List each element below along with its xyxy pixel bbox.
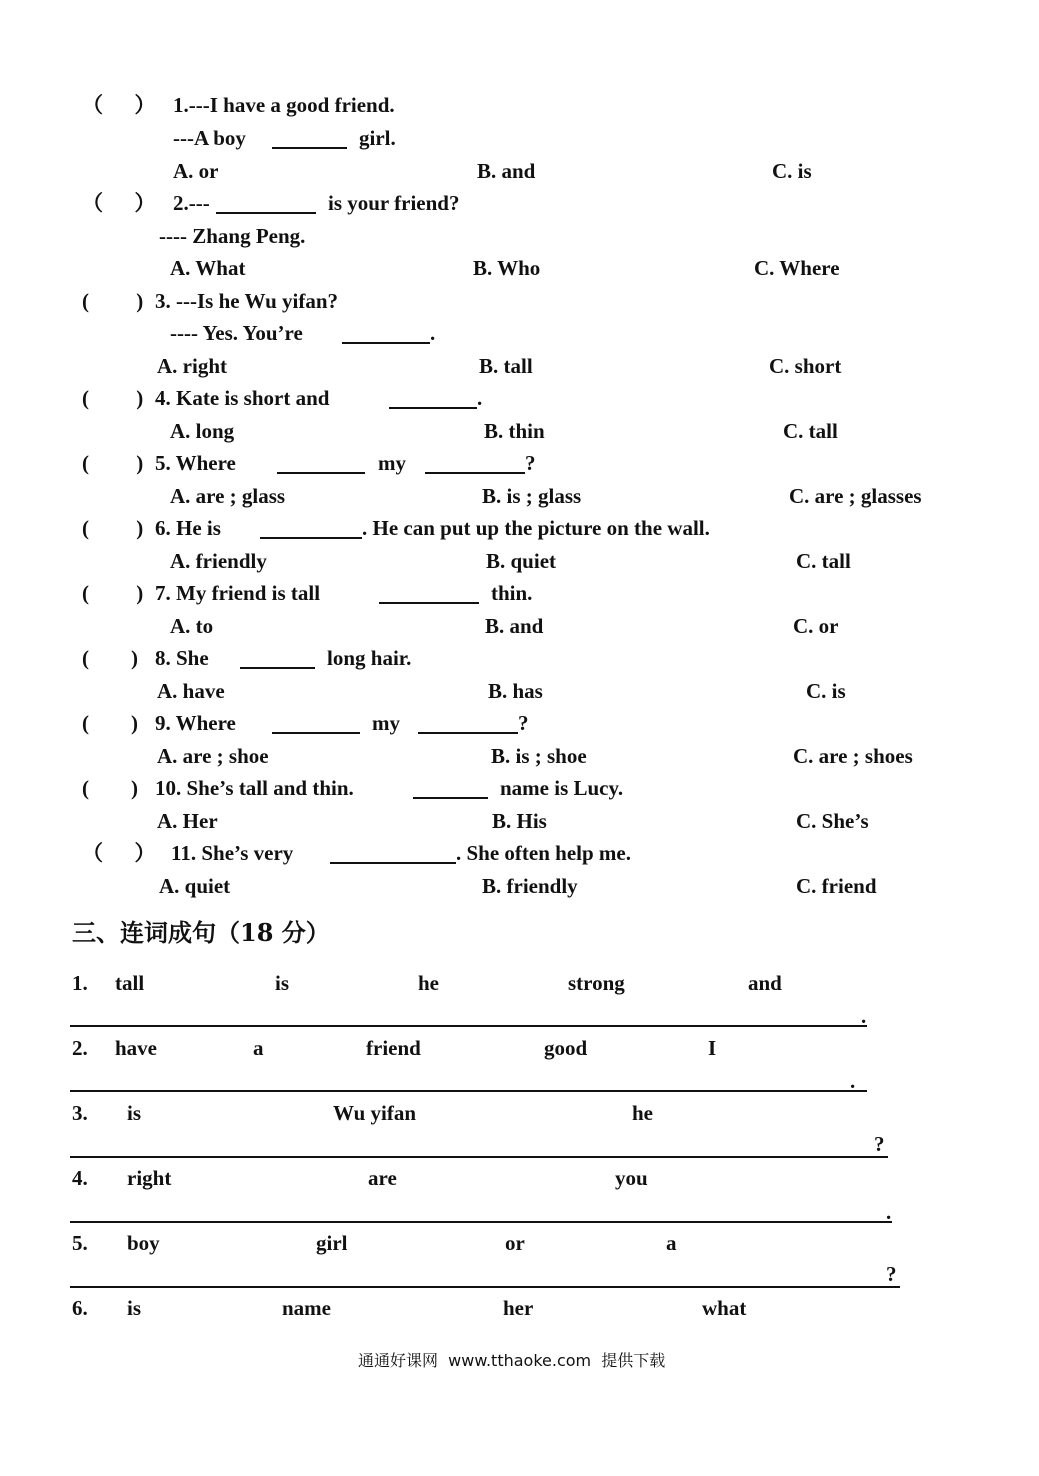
question-stem: . He can put up the picture on the wall. (362, 516, 710, 540)
answer-paren[interactable]: （ ） (82, 191, 156, 215)
word-tile: friend (366, 1036, 421, 1060)
end-punctuation: ? (874, 1132, 885, 1156)
word-tile: you (615, 1166, 648, 1190)
fill-blank[interactable] (379, 602, 479, 604)
fill-blank[interactable] (342, 342, 430, 344)
option-c: C. is (806, 679, 846, 703)
fill-blank[interactable] (260, 537, 362, 539)
word-tile: is (127, 1296, 142, 1320)
word-tile: and (748, 971, 782, 995)
section-heading: 三、连词成句（18 分） (72, 918, 330, 947)
fill-blank[interactable] (277, 472, 365, 474)
option-c: C. are ; shoes (793, 744, 913, 768)
fill-blank[interactable] (418, 732, 518, 734)
fill-blank[interactable] (425, 472, 525, 474)
question-stem: . She often help me. (456, 841, 631, 865)
word-tile: is (275, 971, 290, 995)
option-a: A. long (170, 419, 235, 443)
option-b: B. and (477, 159, 536, 183)
answer-line[interactable] (70, 1156, 888, 1158)
answer-paren[interactable]: ( ) (82, 776, 138, 800)
answer-paren[interactable]: （ ） (82, 93, 156, 117)
option-a: A. right (157, 354, 227, 378)
question-stem: thin. (491, 581, 533, 605)
word-tile: girl (316, 1231, 348, 1255)
word-tile: or (505, 1231, 525, 1255)
word-tile: a (666, 1231, 677, 1255)
item-number: 2. (72, 1036, 88, 1060)
footer-text: 通通好课网 www.tthaoke.com 提供下载 (358, 1351, 666, 1370)
word-tile: are (368, 1166, 397, 1190)
word-tile: a (253, 1036, 264, 1060)
item-number: 1. (72, 971, 88, 995)
question-stem: 5. Where (155, 451, 236, 475)
fill-blank[interactable] (389, 407, 477, 409)
word-tile: strong (568, 971, 625, 995)
option-c: C. She’s (796, 809, 869, 833)
word-tile: good (544, 1036, 588, 1060)
answer-paren[interactable]: ( ) (82, 646, 138, 670)
word-tile: her (503, 1296, 534, 1320)
word-tile: I (708, 1036, 717, 1060)
option-a: A. to (170, 614, 214, 638)
option-c: C. friend (796, 874, 877, 898)
question-stem: long hair. (327, 646, 412, 670)
end-punctuation: . (861, 1004, 867, 1028)
answer-paren[interactable]: ( ) (82, 711, 138, 735)
answer-paren[interactable]: ( ) (82, 451, 144, 475)
question-stem: 9. Where (155, 711, 236, 735)
item-number: 4. (72, 1166, 88, 1190)
question-stem: . (477, 386, 483, 410)
word-tile: have (115, 1036, 157, 1060)
option-a: A. are ; glass (170, 484, 286, 508)
answer-paren[interactable]: ( ) (82, 386, 144, 410)
option-a: A. are ; shoe (157, 744, 269, 768)
fill-blank[interactable] (330, 862, 456, 864)
end-punctuation: ? (886, 1262, 897, 1286)
answer-paren[interactable]: ( ) (82, 289, 144, 313)
question-stem: 10. She’s tall and thin. (155, 776, 354, 800)
answer-line[interactable] (70, 1090, 867, 1092)
item-number: 5. (72, 1231, 88, 1255)
option-a: A. What (170, 256, 246, 280)
question-stem: my (378, 451, 406, 475)
option-a: A. Her (157, 809, 218, 833)
option-a: A. quiet (159, 874, 231, 898)
option-b: B. friendly (482, 874, 578, 898)
question-stem: ? (525, 451, 536, 475)
option-b: B. quiet (486, 549, 557, 573)
option-a: A. have (157, 679, 225, 703)
answer-line[interactable] (70, 1025, 867, 1027)
fill-blank[interactable] (272, 147, 347, 149)
end-punctuation: . (850, 1069, 856, 1093)
word-tile: right (127, 1166, 172, 1190)
item-number: 6. (72, 1296, 88, 1320)
option-a: A. or (173, 159, 219, 183)
option-b: B. and (485, 614, 544, 638)
option-b: B. is ; glass (482, 484, 582, 508)
word-tile: he (632, 1101, 653, 1125)
question-stem: 11. She’s very (171, 841, 294, 865)
question-stem: 7. My friend is tall (155, 581, 321, 605)
option-c: C. or (793, 614, 839, 638)
option-b: B. His (492, 809, 547, 833)
question-stem: ---- Zhang Peng. (159, 224, 306, 248)
fill-blank[interactable] (272, 732, 360, 734)
question-stem: 4. Kate is short and (155, 386, 330, 410)
word-tile: boy (127, 1231, 160, 1255)
word-tile: he (418, 971, 439, 995)
question-stem: my (372, 711, 400, 735)
question-stem: ? (518, 711, 529, 735)
option-b: B. tall (479, 354, 533, 378)
question-stem: 8. She (155, 646, 209, 670)
option-c: C. Where (754, 256, 840, 280)
word-tile: tall (115, 971, 145, 995)
option-b: B. is ; shoe (491, 744, 587, 768)
question-stem: 1.---I have a good friend. (173, 93, 395, 117)
question-stem: ---A boy (173, 126, 246, 150)
question-stem: 3. ---Is he Wu yifan? (155, 289, 339, 313)
word-tile: Wu yifan (333, 1101, 417, 1125)
option-b: B. has (488, 679, 543, 703)
option-a: A. friendly (170, 549, 267, 573)
answer-line[interactable] (70, 1221, 892, 1223)
end-punctuation: . (886, 1200, 892, 1224)
option-c: C. tall (783, 419, 838, 443)
option-b: B. Who (473, 256, 541, 280)
fill-blank[interactable] (240, 667, 315, 669)
option-b: B. thin (484, 419, 545, 443)
word-tile: name (282, 1296, 331, 1320)
answer-paren[interactable]: ( ) (82, 516, 144, 540)
answer-paren[interactable]: ( ) (82, 581, 144, 605)
answer-line[interactable] (70, 1286, 900, 1288)
option-c: C. tall (796, 549, 851, 573)
question-stem: ---- Yes. You’re (170, 321, 303, 345)
question-stem: . (430, 321, 436, 345)
item-number: 3. (72, 1101, 88, 1125)
fill-blank[interactable] (216, 212, 316, 214)
question-stem: is your friend? (328, 191, 460, 215)
option-c: C. is (772, 159, 812, 183)
question-stem: 6. He is (155, 516, 221, 540)
question-stem: girl. (359, 126, 396, 150)
word-tile: is (127, 1101, 142, 1125)
answer-paren[interactable]: （ ） (82, 841, 156, 865)
question-stem: 2.--- (173, 191, 210, 215)
option-c: C. short (769, 354, 842, 378)
option-c: C. are ; glasses (789, 484, 922, 508)
word-tile: what (702, 1296, 747, 1320)
question-stem: name is Lucy. (500, 776, 624, 800)
fill-blank[interactable] (413, 797, 488, 799)
